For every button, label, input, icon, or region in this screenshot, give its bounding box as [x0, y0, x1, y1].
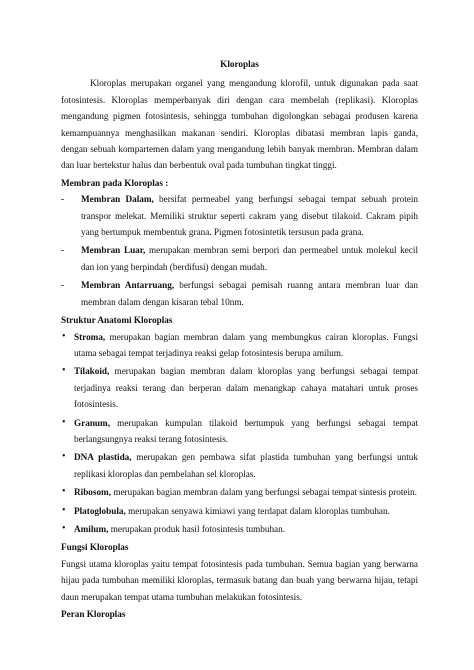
- list-item: [61, 503, 418, 519]
- bullet-icon: •: [62, 451, 66, 463]
- list-marker: -: [61, 245, 65, 256]
- list-text: merupakan gen pembawa sifat plastida tumbuhan yang berfungsi untuk replikasi kloroplas dan pembelahan sel kloroplas.: [74, 452, 418, 479]
- list-item: [61, 329, 418, 362]
- list-item: [61, 484, 418, 500]
- list-item: [61, 242, 418, 275]
- list-item: [61, 415, 418, 448]
- list-term: Ribosom,: [74, 487, 112, 498]
- intro-paragraph: Kloroplas merupakan organel yang mengandung klorofil, untuk digunakan pada saat fotosintesis. Kloroplas memperbanyak diri dengan cara membelah (replikasi). Kloroplas mengandung pigmen fotosintesis, sehingga tumbuhan digolongkan sebagai produsen karena kemampuannya menghasilkan makanan sendiri. Kloroplas dibatasi membran lapis ganda, dengan sebuah kompartemen dalam yang mengandung lebih banyak membran. Membran dalam dan luar bertekstur halus dan berbentuk oval pada tumbuhan tingkat tinggi.: [61, 78, 418, 171]
- list-text: merupakan produk hasil fotosintesis tumbuhan.: [108, 523, 286, 534]
- fungsi-paragraph: Fungsi utama kloroplas yaitu tempat fotosintesis pada tumbuhan. Semua bagian yang berwarna hijau pada tumbuhan memiliki kloroplas, termasuk batang dan buah yang berwarna hijau, tetapi daun merupakan tempat utama tumbuhan melakukan fotosintesis.: [61, 558, 418, 602]
- bullet-icon: •: [62, 522, 66, 534]
- bullet-icon: •: [62, 416, 66, 428]
- list-item: [61, 277, 418, 310]
- membran-heading: Membran pada Kloroplas :: [61, 177, 169, 188]
- bullet-icon: •: [62, 504, 66, 516]
- struktur-list: [61, 329, 418, 538]
- bullet-icon: •: [62, 330, 66, 342]
- list-text: merupakan kumpulan tilakoid bertumpuk yang berfungsi sebagai tempat berlangsungnya reaksi terang fotosintesis.: [74, 417, 418, 444]
- peran-heading: Peran Kloroplas: [61, 609, 126, 619]
- list-term: Stroma,: [74, 331, 106, 342]
- list-marker: -: [61, 280, 65, 291]
- list-text: merupakan bagian membran dalam kloroplas yang berfungsi sebagai tempat terjadinya reaksi terang dan berperan dalam menangkap cahaya matahari untuk proses fotosintesis.: [74, 366, 418, 410]
- list-text: bersifat permeabel yang berfungsi sebagai tempat sebuah protein transpor melekat. Memiliki struktur seperti cakram yang disebut tilakoid. Cakram pipih yang bertumpuk membentuk grana. Pigmen fotosintetik tersusun pada grana.: [81, 194, 419, 238]
- list-text: berfungsi sebagai pemisah ruanng antara membran luar dan membran dalam dengan kisaran tebal 10nm.: [81, 280, 418, 307]
- list-term: Amilum,: [74, 523, 109, 534]
- fungsi-heading: Fungsi Kloroplas: [61, 542, 129, 553]
- list-text: merupakan senyawa kimiawi yang terdapat dalam kloroplas tumbuhan.: [125, 505, 390, 516]
- document-title: Kloroplas: [220, 59, 259, 69]
- list-text: merupakan bagian membran dalam yang membungkus cairan kloroplas. Fungsi utama sebagai tempat terjadinya reaksi gelap fotosintesis berupa amilum.: [74, 331, 418, 358]
- list-text: merupakan bagian membran dalam yang berfungsi sebagai tempat sintesis protein.: [111, 487, 417, 498]
- bullet-icon: •: [62, 486, 66, 498]
- struktur-heading: Struktur Anatomi Kloroplas: [61, 315, 173, 326]
- list-text: merupakan membran semi berpori dan permeabel untuk molekul kecil dan ion yang berpindah (berdifusi) dengan mudah.: [81, 245, 418, 272]
- membran-list: [61, 191, 418, 310]
- list-item: [61, 449, 418, 482]
- list-term: Membran Dalam,: [81, 194, 154, 205]
- list-term: Platoglobula,: [74, 505, 126, 516]
- list-item: [61, 363, 418, 412]
- list-item: [61, 191, 418, 240]
- list-term: Granum,: [74, 417, 110, 428]
- list-marker: -: [61, 194, 65, 205]
- bullet-icon: •: [62, 365, 66, 377]
- list-term: Membran Antarruang,: [81, 280, 175, 291]
- list-term: DNA plastida,: [74, 452, 132, 463]
- list-term: Membran Luar,: [81, 245, 146, 256]
- list-item: [61, 521, 418, 537]
- list-term: Tilakoid,: [74, 366, 110, 377]
